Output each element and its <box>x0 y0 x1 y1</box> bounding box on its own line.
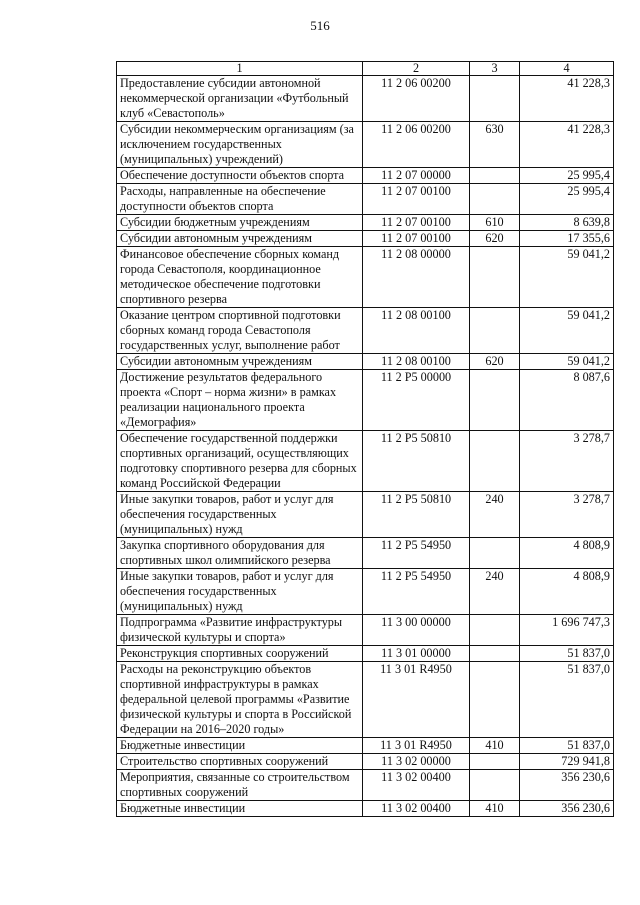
table-row <box>117 184 614 215</box>
row-code-cell: 11 3 02 00400 <box>363 801 470 817</box>
table-row <box>117 370 614 431</box>
row-name-cell: Субсидии некоммерческим организациям (за исключением государственных (муниципальных) учреждений) <box>117 122 363 168</box>
table-row <box>117 538 614 569</box>
column-header-code: 2 <box>363 62 470 76</box>
table-row <box>117 168 614 184</box>
table-row <box>117 308 614 354</box>
row-amount-cell: 356 230,6 <box>520 770 614 801</box>
row-name-cell: Бюджетные инвестиции <box>117 801 363 817</box>
table-row <box>117 215 614 231</box>
row-name-cell: Финансовое обеспечение сборных команд города Севастополя, координационное методическое обеспечение подготовки спортивного резерва <box>117 247 363 308</box>
row-code-cell: 11 2 07 00100 <box>363 231 470 247</box>
row-name-cell: Иные закупки товаров, работ и услуг для обеспечения государственных (муниципальных) нужд <box>117 569 363 615</box>
row-type-cell: 410 <box>470 801 520 817</box>
row-amount-cell: 25 995,4 <box>520 168 614 184</box>
table-row <box>117 76 614 122</box>
row-name-cell: Иные закупки товаров, работ и услуг для обеспечения государственных (муниципальных) нужд <box>117 492 363 538</box>
row-type-cell: 620 <box>470 354 520 370</box>
row-code-cell: 11 3 00 00000 <box>363 615 470 646</box>
row-amount-cell: 4 808,9 <box>520 569 614 615</box>
page-number: 516 <box>310 18 330 33</box>
row-type-cell <box>470 662 520 738</box>
row-amount-cell: 59 041,2 <box>520 354 614 370</box>
row-amount-cell: 3 278,7 <box>520 492 614 538</box>
row-code-cell: 11 2 06 00200 <box>363 76 470 122</box>
table-row <box>117 646 614 662</box>
row-amount-cell: 8 639,8 <box>520 215 614 231</box>
row-code-cell: 11 2 07 00000 <box>363 168 470 184</box>
row-name-cell: Бюджетные инвестиции <box>117 738 363 754</box>
row-type-cell <box>470 370 520 431</box>
table-row <box>117 569 614 615</box>
row-type-cell <box>470 184 520 215</box>
row-type-cell <box>470 615 520 646</box>
row-name-cell: Субсидии автономным учреждениям <box>117 231 363 247</box>
row-code-cell: 11 3 02 00000 <box>363 754 470 770</box>
row-code-cell: 11 2 08 00000 <box>363 247 470 308</box>
row-code-cell: 11 2 07 00100 <box>363 184 470 215</box>
row-code-cell: 11 3 01 00000 <box>363 646 470 662</box>
row-code-cell: 11 3 01 R4950 <box>363 662 470 738</box>
row-amount-cell: 51 837,0 <box>520 662 614 738</box>
row-code-cell: 11 3 02 00400 <box>363 770 470 801</box>
row-type-cell <box>470 646 520 662</box>
row-name-cell: Субсидии бюджетным учреждениям <box>117 215 363 231</box>
table-row <box>117 231 614 247</box>
budget-table <box>116 61 614 817</box>
row-name-cell: Реконструкция спортивных сооружений <box>117 646 363 662</box>
row-amount-cell: 8 087,6 <box>520 370 614 431</box>
row-code-cell: 11 2 P5 00000 <box>363 370 470 431</box>
table-row <box>117 492 614 538</box>
row-amount-cell: 51 837,0 <box>520 738 614 754</box>
row-name-cell: Расходы на реконструкцию объектов спортивной инфраструктуры в рамках федеральной целевой программы «Развитие физической культуры и спорта в Российской Федерации на 2016–2020 годы» <box>117 662 363 738</box>
row-type-cell <box>470 754 520 770</box>
row-code-cell: 11 3 01 R4950 <box>363 738 470 754</box>
table-row <box>117 754 614 770</box>
row-amount-cell: 17 355,6 <box>520 231 614 247</box>
table-header-row <box>117 62 614 76</box>
row-name-cell: Предоставление субсидии автономной некоммерческой организации «Футбольный клуб «Севастополь» <box>117 76 363 122</box>
row-name-cell: Обеспечение государственной поддержки спортивных организаций, осуществляющих подготовку спортивного резерва для сборных команд Российской Федерации <box>117 431 363 492</box>
row-name-cell: Подпрограмма «Развитие инфраструктуры физической культуры и спорта» <box>117 615 363 646</box>
row-type-cell: 610 <box>470 215 520 231</box>
row-type-cell <box>470 431 520 492</box>
table-row <box>117 122 614 168</box>
row-name-cell: Обеспечение доступности объектов спорта <box>117 168 363 184</box>
table-row <box>117 354 614 370</box>
row-amount-cell: 4 808,9 <box>520 538 614 569</box>
row-amount-cell: 41 228,3 <box>520 122 614 168</box>
row-type-cell <box>470 168 520 184</box>
row-type-cell: 410 <box>470 738 520 754</box>
table-row <box>117 738 614 754</box>
table-row <box>117 801 614 817</box>
table-row <box>117 615 614 646</box>
row-type-cell <box>470 247 520 308</box>
row-code-cell: 11 2 P5 54950 <box>363 538 470 569</box>
column-header-type: 3 <box>470 62 520 76</box>
row-amount-cell: 59 041,2 <box>520 247 614 308</box>
row-type-cell <box>470 308 520 354</box>
row-type-cell <box>470 538 520 569</box>
row-code-cell: 11 2 08 00100 <box>363 354 470 370</box>
row-code-cell: 11 2 P5 50810 <box>363 492 470 538</box>
row-amount-cell: 1 696 747,3 <box>520 615 614 646</box>
table-row <box>117 770 614 801</box>
row-amount-cell: 51 837,0 <box>520 646 614 662</box>
row-amount-cell: 729 941,8 <box>520 754 614 770</box>
column-header-amount: 4 <box>520 62 614 76</box>
column-header-name: 1 <box>117 62 363 76</box>
table-row <box>117 662 614 738</box>
row-code-cell: 11 2 07 00100 <box>363 215 470 231</box>
row-amount-cell: 41 228,3 <box>520 76 614 122</box>
table-body <box>117 76 614 817</box>
table-row <box>117 247 614 308</box>
row-name-cell: Строительство спортивных сооружений <box>117 754 363 770</box>
row-type-cell <box>470 76 520 122</box>
row-name-cell: Закупка спортивного оборудования для спортивных школ олимпийского резерва <box>117 538 363 569</box>
row-name-cell: Субсидии автономным учреждениям <box>117 354 363 370</box>
row-name-cell: Расходы, направленные на обеспечение доступности объектов спорта <box>117 184 363 215</box>
row-code-cell: 11 2 P5 54950 <box>363 569 470 615</box>
row-code-cell: 11 2 08 00100 <box>363 308 470 354</box>
row-code-cell: 11 2 06 00200 <box>363 122 470 168</box>
row-type-cell: 620 <box>470 231 520 247</box>
row-amount-cell: 356 230,6 <box>520 801 614 817</box>
row-name-cell: Мероприятия, связанные со строительством спортивных сооружений <box>117 770 363 801</box>
row-type-cell: 240 <box>470 492 520 538</box>
row-name-cell: Оказание центром спортивной подготовки сборных команд города Севастополя государственных услуг, выполнение работ <box>117 308 363 354</box>
row-type-cell: 240 <box>470 569 520 615</box>
table-row <box>117 431 614 492</box>
row-amount-cell: 59 041,2 <box>520 308 614 354</box>
row-amount-cell: 3 278,7 <box>520 431 614 492</box>
row-amount-cell: 25 995,4 <box>520 184 614 215</box>
row-type-cell: 630 <box>470 122 520 168</box>
row-type-cell <box>470 770 520 801</box>
row-code-cell: 11 2 P5 50810 <box>363 431 470 492</box>
row-name-cell: Достижение результатов федерального проекта «Спорт – норма жизни» в рамках реализации национального проекта «Демография» <box>117 370 363 431</box>
